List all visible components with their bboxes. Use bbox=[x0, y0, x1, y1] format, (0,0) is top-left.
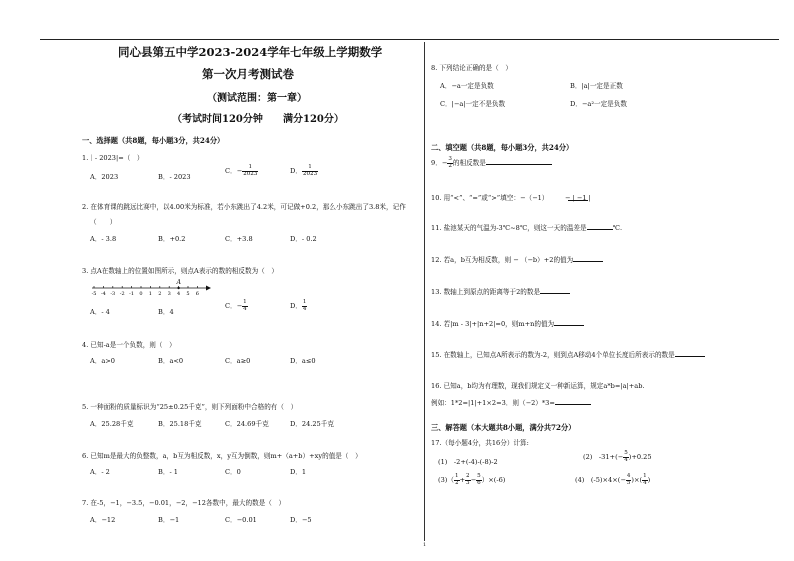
number-line bbox=[88, 278, 212, 298]
exam-title: 同心县第五中学2023-2024学年七年级上学期数学 bbox=[118, 45, 383, 59]
answer-blank[interactable] bbox=[540, 293, 570, 294]
q2-option-c: C．+3.8 bbox=[225, 235, 253, 243]
q2-option-b: B．+0.2 bbox=[158, 235, 186, 243]
q1-option-c: C．− $\frac{1}{2023}$ bbox=[225, 164, 258, 177]
number-line-tick-label: 1 bbox=[148, 291, 152, 297]
point-a-label: A bbox=[176, 279, 181, 286]
q5-option-b: B．25.18千克 bbox=[158, 420, 202, 428]
q7-option-d: D．−5 bbox=[290, 516, 312, 524]
exam-subtitle: 第一次月考测试卷 bbox=[202, 67, 294, 81]
q17-part-1: (1) -2+(-4)-(-8)-2 bbox=[438, 458, 498, 466]
question-7: 7. 在-5，−1，−3.5，−0.01，−2，−12各数中，最大的数是（ ） bbox=[82, 499, 286, 507]
number-line-tick-label: -3 bbox=[110, 291, 116, 297]
q3-option-c: C．− $\frac{1}{4}$ bbox=[225, 299, 247, 312]
q4-option-b: B．a<0 bbox=[158, 357, 184, 365]
section-solve-heading: 三、解答题（本大题共8小题，满分共72分） bbox=[431, 423, 576, 432]
number-line-tick-label: 2 bbox=[158, 291, 162, 297]
q6-option-d: D．1 bbox=[290, 468, 307, 476]
q8-option-a: A．−a一定是负数 bbox=[440, 82, 494, 90]
q5-option-c: C．24.69千克 bbox=[225, 420, 269, 428]
q8-option-c: C．|−a|一定不是负数 bbox=[440, 100, 506, 108]
number-line-tick-label: 3 bbox=[167, 291, 171, 297]
q4-option-d: D．a≤0 bbox=[290, 357, 316, 365]
number-line-tick-label: 4 bbox=[177, 291, 181, 297]
answer-blank[interactable] bbox=[568, 200, 588, 201]
number-line-tick-label: -4 bbox=[100, 291, 106, 297]
question-9: 9．− $\frac{3}{2}$ 的相反数是 bbox=[431, 157, 552, 169]
number-line-tick-label: -5 bbox=[91, 291, 97, 297]
question-5: 5. 一种面粉的质量标识为“25±0.25千克”，则下列面粉中合格的有（ ） bbox=[82, 403, 298, 411]
answer-blank[interactable] bbox=[573, 261, 603, 262]
answer-blank[interactable] bbox=[554, 325, 584, 326]
question-12: 12. 若a，b互为相反数，则 − （−b）+2的值为 bbox=[431, 254, 603, 264]
q3-option-d: D． $\frac{1}{4}$ bbox=[290, 299, 307, 312]
question-8: 8. 下列结论正确的是（ ） bbox=[431, 64, 512, 72]
number-line-tick-label: 0 bbox=[139, 291, 143, 297]
point-a-dot bbox=[177, 287, 179, 289]
question-17: 17.（每小题4分，共16分）计算: bbox=[431, 439, 529, 447]
q17-part-2: (2) -31+(− $\frac{5}{4}$ )+0.25 bbox=[583, 450, 652, 463]
page-number: 1 bbox=[423, 542, 427, 548]
q6-option-c: C．0 bbox=[225, 468, 241, 476]
question-1: 1.｜- 2023|=（ ） bbox=[82, 154, 144, 162]
question-6: 6. 已知m是最大的负整数，a，b互为相反数，x，y互为倒数，则m+（a+b）+xy的值是（ ） bbox=[82, 452, 362, 460]
answer-blank[interactable] bbox=[486, 164, 552, 165]
q7-option-b: B．−1 bbox=[158, 516, 180, 524]
question-16: 16. 已知a，b均为有理数，现我们规定义一种新运算，规定a*b=|a|+ab. bbox=[431, 382, 645, 390]
column-divider bbox=[424, 42, 425, 541]
q7-option-a: A．−12 bbox=[90, 516, 116, 524]
section-fill-heading: 二、填空题（共8题，每小题3分，共24分） bbox=[431, 143, 574, 152]
q17-part-3: (3)（ $\frac{1}{2}$ + $\frac{2}{3}$ − $\frac{5}{6}$ ）×(-6) bbox=[438, 473, 506, 486]
q6-option-b: B．- 1 bbox=[158, 468, 178, 476]
q1-option-d: D． $\frac{1}{2023}$ bbox=[290, 164, 318, 177]
q1-option-b: B．- 2023 bbox=[158, 173, 191, 181]
number-line-tick-label: -1 bbox=[129, 291, 135, 297]
q17-part-4: (4) (-5)×4×(− $\frac{4}{5}$ )×( $\frac{1}{4}$ ) bbox=[575, 473, 651, 486]
q5-option-a: A．25.28千克 bbox=[90, 420, 134, 428]
question-15: 15. 在数轴上，已知点A所表示的数为-2，则到点A移动4个单位长度后所表示的数是 bbox=[431, 349, 705, 359]
q2-option-a: A．- 3.8 bbox=[90, 235, 117, 243]
q8-option-b: B．|a|一定是正数 bbox=[570, 82, 623, 90]
q5-option-d: D．24.25千克 bbox=[290, 420, 334, 428]
question-11: 11. 盐池某天的气温为-3℃~8℃，则这一天的温差是 ℃. bbox=[431, 224, 623, 232]
answer-blank[interactable] bbox=[587, 229, 613, 230]
q4-option-c: C．a≥0 bbox=[225, 357, 251, 365]
exam-scope: （测试范围：第一章） bbox=[207, 93, 307, 104]
question-10: 10. 用“<”、“=”或“>”填空：−（−1） − | −1 | bbox=[431, 194, 591, 202]
exam-time: （考试时间120分钟 bbox=[172, 114, 263, 125]
question-2-bracket: （ ） bbox=[90, 218, 117, 226]
number-line-tick-label: 5 bbox=[186, 291, 190, 297]
question-13: 13. 数轴上到原点的距离等于2的数是 bbox=[431, 286, 570, 296]
q2-option-d: D．- 0.2 bbox=[290, 235, 317, 243]
q8-option-d: D．−a²一定是负数 bbox=[570, 100, 627, 108]
q3-option-a: A．- 4 bbox=[90, 308, 110, 316]
question-4: 4. 已知-a是一个负数，则（ ） bbox=[82, 341, 176, 349]
section-choice-heading: 一、选择题（共8题，每小题3分，共24分） bbox=[82, 136, 225, 145]
question-14: 14. 若|m - 3|+|n+2|=0，则m+n的值为 bbox=[431, 318, 584, 328]
question-2: 2. 在体育课的跳远比赛中，以4.00米为标准，若小东跳出了4.2米，可记做+0.2，那么小东跳出了3.8米，记作 bbox=[82, 203, 406, 211]
question-3: 3. 点A在数轴上的位置如图所示，则点A表示的数的相反数为（ ） bbox=[82, 267, 278, 275]
number-line-tick-label: 6 bbox=[195, 291, 199, 297]
q6-option-a: A．- 2 bbox=[90, 468, 110, 476]
number-line-tick-label: -2 bbox=[119, 291, 125, 297]
q4-option-a: A．a>0 bbox=[90, 357, 116, 365]
question-16-example: 例如：1*2=|1|+1×2=3．则（−2）*3= bbox=[431, 397, 591, 407]
exam-score: 满分120分） bbox=[283, 114, 344, 125]
answer-blank[interactable] bbox=[555, 404, 591, 405]
answer-blank[interactable] bbox=[675, 356, 705, 357]
q7-option-c: C．−0.01 bbox=[225, 516, 257, 524]
top-rule bbox=[40, 39, 779, 40]
q1-option-a: A．2023 bbox=[90, 173, 119, 181]
q3-option-b: B．4 bbox=[158, 308, 174, 316]
